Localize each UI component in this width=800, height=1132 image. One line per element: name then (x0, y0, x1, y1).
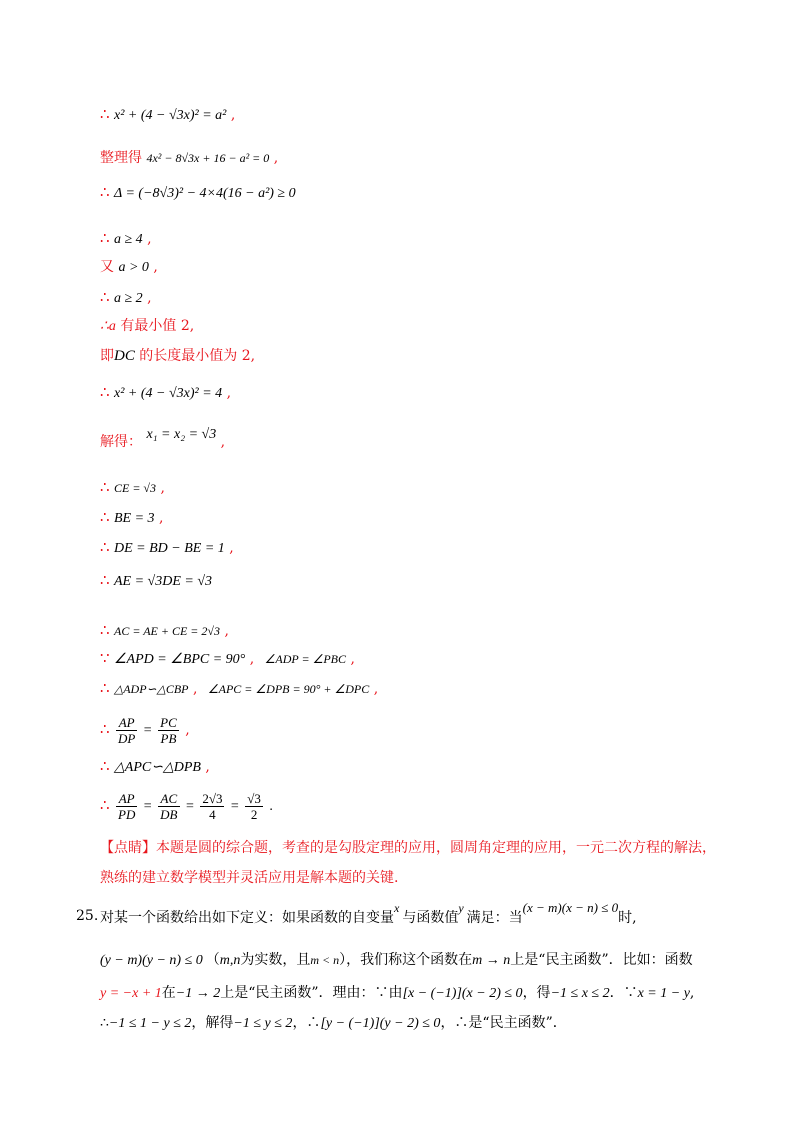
line-4: ∴ a ≥ 4 , (100, 229, 152, 247)
equation: AC = AE + CE = 2√3 (114, 624, 220, 638)
equation: x² + (4 − √3x)² = 4 (114, 386, 223, 401)
line-11: ∴ CE = √3 , (100, 478, 165, 496)
fraction: $\frac{PC}{PB}$ (160, 714, 177, 746)
line-19: ∴ △APC∽△DPB , (100, 757, 210, 775)
comment-line-2: 熟练的建立数学模型并灵活应用是解本题的关键. (100, 870, 399, 886)
equation: AE = √3DE = √3 (114, 574, 213, 589)
line-7: ∴a 有最小值 2, (100, 318, 195, 334)
line-1: ∴ x² + (4 − √3x)² = a² , (100, 105, 236, 123)
line-16: ∵ ∠APD = ∠BPC = 90° , ∠ADP = ∠PBC , (100, 649, 355, 667)
fraction: $\frac{√3}{2}$ (247, 790, 261, 822)
question-number: 25. (76, 908, 99, 924)
equation: △APC∽△DPB (114, 760, 201, 775)
equation: a > 0 (118, 260, 149, 275)
line-20: ∴ $\frac{AP}{PD}$ = $\frac{AC}{DB}$ = $\frac{2√3}{4}$ = $\frac{√3}{2}$ . (100, 790, 273, 822)
line-14: ∴ AE = √3DE = √3 (100, 571, 213, 589)
fraction: $\frac{AC}{DB}$ (160, 790, 178, 822)
line-13: ∴ DE = BD − BE = 1 , (100, 538, 234, 556)
fraction: $\frac{AP}{DP}$ (118, 714, 136, 746)
line-6: ∴ a ≥ 2 , (100, 288, 152, 306)
question-line-2: (y − m)(y − n) ≤ 0 （m,n为实数，且m < n），我们称这个函数在m → n上是“民主函数”．比如：函数 (100, 952, 693, 968)
equation: Δ = (−8√3)² − 4×4(16 − a²) ≥ 0 (114, 186, 296, 201)
fraction: $\frac{2√3}{4}$ (202, 790, 223, 822)
comment-line-1: 【点睛】本题是圆的综合题，考查的是勾股定理的应用，圆周角定理的应用，一元二次方程的解法， (100, 840, 716, 856)
equation: ∠APD = ∠BPC = 90° (114, 652, 246, 667)
line-15: ∴ AC = AE + CE = 2√3 , (100, 621, 229, 639)
question-line-3: y = −x + 1在−1 → 2上是“民主函数”．理由：∵由[x − (−1)](x − 2) ≤ 0，得−1 ≤ x ≤ 2．∵x = 1 − y, (100, 985, 695, 1001)
line-10: 解得： x₁ = x₂ = √3 , (100, 427, 226, 450)
line-2: 整理得 4x² − 8√3x + 16 − a² = 0 , (100, 150, 279, 166)
equation: x₁ = x₂ = √3 (146, 427, 217, 442)
equation: a ≥ 4 (114, 232, 143, 247)
equation: ∠ADP = ∠PBC (264, 652, 346, 666)
equation: BE = 3 (114, 511, 155, 526)
line-18: ∴ $\frac{AP}{DP}$ = $\frac{PC}{PB}$ , (100, 714, 190, 746)
comment-tag: 【点睛】 (100, 840, 156, 856)
equation: x² + (4 − √3x)² = a² (114, 108, 227, 123)
line-17: ∴ △ADP∽△CBP , ∠APC = ∠DPB = 90° + ∠DPC , (100, 679, 379, 697)
equation: ∠APC = ∠DPB = 90° + ∠DPC (207, 682, 370, 696)
line-8: 即DC 的长度最小值为 2, (100, 348, 256, 364)
line-3: ∴ Δ = (−8√3)² − 4×4(16 − a²) ≥ 0 (100, 183, 296, 201)
question-line-1: 对某一个函数给出如下定义：如果函数的自变量x与函数值y满足：当(x − m)(x − n) ≤ 0时, (100, 900, 637, 926)
fraction: $\frac{AP}{PD}$ (118, 790, 136, 822)
equation: 4x² − 8√3x + 16 − a² = 0 (146, 151, 270, 165)
question-line-4: ∴−1 ≤ 1 − y ≤ 2，解得−1 ≤ y ≤ 2，∴[y − (−1)](y − 2) ≤ 0，∴是“民主函数”． (100, 1015, 567, 1031)
equation: △ADP∽△CBP (114, 682, 189, 696)
equation: CE = √3 (114, 481, 157, 495)
line-12: ∴ BE = 3 , (100, 508, 164, 526)
line-9: ∴ x² + (4 − √3x)² = 4 , (100, 383, 232, 401)
equation: a ≥ 2 (114, 291, 143, 306)
equation: DE = BD − BE = 1 (114, 541, 225, 556)
line-5: 又 a > 0 , (100, 259, 158, 275)
